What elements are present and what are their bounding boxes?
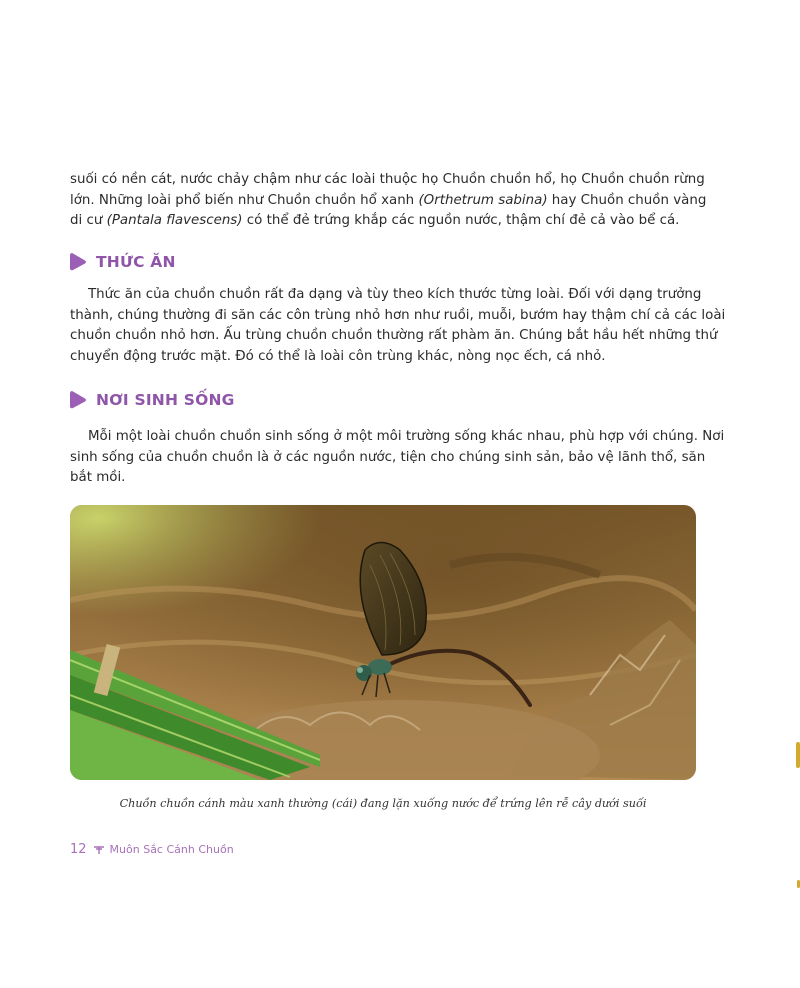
intro-line-3 [70,211,696,232]
food-heading [68,251,176,273]
play-triangle-icon [68,389,88,411]
page-number: 12 [70,842,87,857]
food-line-4: chuyển động trước mặt. Đó có thể là loài côn trùng khác, nòng nọc ếch, cá nhỏ. [70,348,606,364]
habitat-line-3: bắt mồi. [70,470,126,485]
habitat-line-2: sinh sống của chuồn chuồn là ở các nguồn nước, tiện cho chúng sinh sản, bảo vệ lãnh thổ, săn [70,449,706,465]
food-line-3: chuồn chuồn nhỏ hơn. Ấu trùng chuồn chuồn thường rất phàm ăn. Chúng bắt hầu hết những thứ [70,328,718,343]
habitat-heading-text: NƠI SINH SỐNG [96,391,235,409]
intro-line-3-tail: có thể đẻ trứng khắp các nguồn nước, thậm chí đẻ cả vào bể cá. [242,213,680,228]
play-triangle-icon [68,251,88,273]
habitat-paragraph [70,427,725,489]
food-heading-text: THỨC ĂN [96,253,176,271]
dragonfly-photo [70,505,696,780]
intro-line-2 [70,191,707,212]
intro-line-3-text: di cư [70,213,107,228]
species-name-pantala: (Pantala flavescens) [106,213,243,228]
dragonfly-illustration [70,505,696,780]
intro-paragraph [70,170,707,232]
food-paragraph [70,285,726,367]
intro-line-2-tail: hay Chuồn chuồn vàng [547,192,707,208]
habitat-heading [68,389,235,411]
book-title: Muôn Sắc Cánh Chuồn [109,843,234,856]
food-line-1: Thức ăn của chuồn chuồn rất đa dạng và tùy theo kích thước từng loài. Đối với dạng trưởng [88,287,702,302]
habitat-line-1: Mỗi một loài chuồn chuồn sinh sống ở một môi trường sống khác nhau, phù hợp với chúng. Nơi [88,429,725,444]
dragonfly-icon [93,845,105,855]
photo-caption: Chuồn chuồn cánh màu xanh thường (cái) đang lặn xuống nước để trứng lên rễ cây dưới suối [119,797,647,810]
intro-line-1: suối có nền cát, nước chảy chậm như các loài thuộc họ Chuồn chuồn hổ, họ Chuồn chuồn rừng [70,172,705,187]
intro-line-2-text: lớn. Những loài phổ biến như Chuồn chuồn hổ xanh [70,192,419,208]
edge-mark [796,742,800,768]
page-footer [70,842,234,857]
species-name-orthetrum: (Orthetrum sabina) [418,192,548,208]
food-line-2: thành, chúng thường đi săn các côn trùng nhỏ hơn như ruồi, muỗi, bướm hay thậm chí cả các loài [70,307,726,323]
